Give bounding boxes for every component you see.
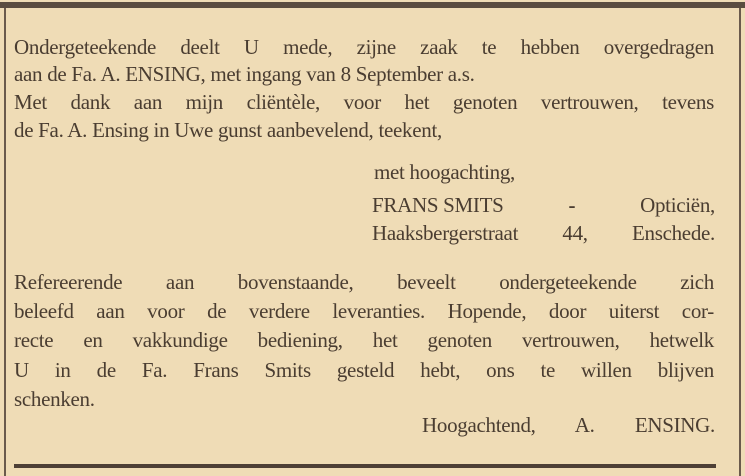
- top-border-rule: [0, 2, 745, 8]
- signature-address: Haaksbergerstraat 44, Enschede.: [372, 221, 715, 245]
- signature-line: [372, 192, 715, 218]
- paragraph2-line: U in de Fa. Frans Smits gesteld hebt, ons te willen blijven: [14, 358, 714, 382]
- signature-dash: -: [568, 193, 576, 217]
- paragraph2-line: schenken.: [14, 387, 95, 411]
- closing-signature: Hoogachtend, A. ENSING.: [422, 413, 715, 437]
- signature-trade: Opticiën,: [640, 193, 715, 217]
- right-border-rule: [739, 8, 741, 476]
- paragraph1-line: Met dank aan mijn cliëntèle, voor het genoten vertrouwen, tevens: [14, 90, 714, 114]
- paragraph2-line: beleefd aan voor de verdere leveranties. Hopende, door uiterst cor-: [14, 299, 714, 323]
- paragraph2-line: recte en vakkundige bediening, het genoten vertrouwen, hetwelk: [14, 328, 714, 352]
- paragraph1-line: Ondergeteekende deelt U mede, zijne zaak te hebben overgedragen: [14, 35, 714, 59]
- left-border-rule: [4, 8, 6, 476]
- bottom-border-rule: [14, 464, 716, 468]
- closing-greeting: met hoogachting,: [374, 160, 516, 184]
- paragraph2-line: Refereerende aan bovenstaande, beveelt ondergeteekende zich: [14, 270, 714, 294]
- paragraph1-line: aan de Fa. A. ENSING, met ingang van 8 September a.s.: [14, 62, 475, 86]
- signature-name: FRANS SMITS: [372, 193, 504, 217]
- paragraph1-line: de Fa. A. Ensing in Uwe gunst aanbevelend, teekent,: [14, 118, 442, 142]
